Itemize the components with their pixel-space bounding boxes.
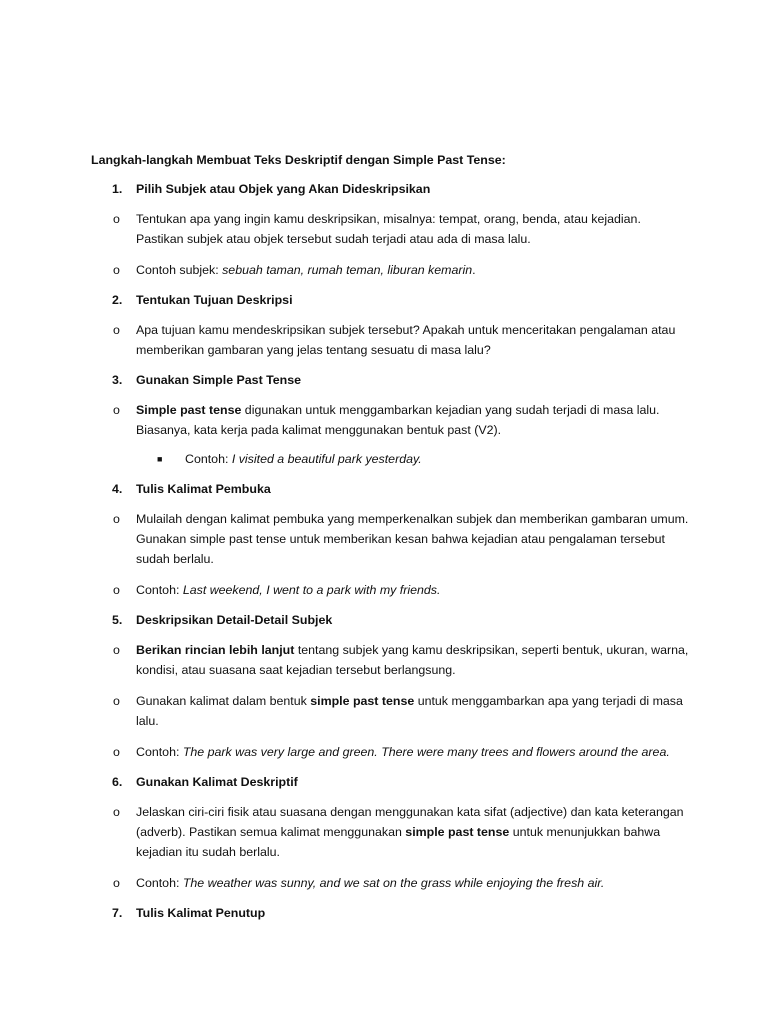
step-number: 5. xyxy=(112,613,123,627)
circle-bullet-icon: o xyxy=(113,745,120,759)
step-item xyxy=(91,480,691,498)
sub-bullet-item xyxy=(91,260,691,280)
italic-text: The park was very large and green. There were many trees and flowers around the area. xyxy=(182,745,670,759)
step-title: Gunakan Simple Past Tense xyxy=(136,373,302,387)
text-run: Contoh: xyxy=(136,583,183,597)
italic-text: sebuah taman, rumah teman, liburan kemarin xyxy=(222,263,473,277)
circle-bullet-icon: o xyxy=(113,263,120,277)
step-item xyxy=(91,291,691,309)
sub-bullet-item xyxy=(91,873,691,893)
sub-bullet-text xyxy=(136,403,659,437)
circle-bullet-icon: o xyxy=(113,403,120,417)
text-run: Jelaskan ciri-ciri fisik atau suasana dengan menggunakan kata sifat (adjective) dan kata keterangan (adverb). Pastikan semua kalimat menggunakan xyxy=(136,805,684,839)
sub-bullet-text xyxy=(136,212,641,246)
step-item xyxy=(91,773,691,791)
square-bullet-text xyxy=(185,452,422,466)
sub-bullet-text xyxy=(136,745,670,759)
italic-text: I visited a beautiful park yesterday. xyxy=(231,452,422,466)
sub-bullet-item xyxy=(91,320,691,360)
sub-bullet-item xyxy=(91,209,691,249)
circle-bullet-icon: o xyxy=(113,512,120,526)
sub-bullet-text xyxy=(136,643,688,677)
bold-text: Berikan rincian lebih lanjut xyxy=(136,643,295,657)
text-run: Tentukan apa yang ingin kamu deskripsikan, misalnya: tempat, orang, benda, atau kejadian. Pastikan subjek atau objek tersebut sudah terjadi atau ada di masa lalu. xyxy=(136,212,641,246)
circle-bullet-icon: o xyxy=(113,643,120,657)
text-run: Contoh: xyxy=(136,876,183,890)
step-title: Tulis Kalimat Pembuka xyxy=(136,482,271,496)
bold-text: Simple past tense xyxy=(136,403,242,417)
sub-bullet-text xyxy=(136,694,683,728)
bold-text: simple past tense xyxy=(405,825,510,839)
sub-bullet-item xyxy=(91,742,691,762)
sub-bullet-item xyxy=(91,580,691,600)
sub-bullet-item xyxy=(91,802,691,862)
text-run: . xyxy=(472,263,476,277)
step-title: Tentukan Tujuan Deskripsi xyxy=(136,293,293,307)
circle-bullet-icon: o xyxy=(113,323,120,337)
step-title: Tulis Kalimat Penutup xyxy=(136,906,266,920)
text-run: Contoh subjek: xyxy=(136,263,223,277)
document-title: Langkah-langkah Membuat Teks Deskriptif dengan Simple Past Tense: xyxy=(91,153,506,167)
circle-bullet-icon: o xyxy=(113,212,120,226)
text-run: Gunakan kalimat dalam bentuk xyxy=(136,694,311,708)
step-number: 2. xyxy=(112,293,123,307)
text-run: Mulailah dengan kalimat pembuka yang memperkenalkan subjek dan memberikan gambaran umum. Gunakan simple past tense untuk memberikan kesan bahwa kejadian atau pengalaman tersebut sudah berlalu. xyxy=(136,512,689,566)
step-title: Pilih Subjek atau Objek yang Akan Dideskripsikan xyxy=(136,182,431,196)
sub-bullet-item xyxy=(91,509,691,569)
text-run: tentang subjek yang kamu deskripsikan, seperti bentuk, ukuran, warna, kondisi, atau suasana saat kejadian tersebut berlangsung. xyxy=(136,643,689,677)
sub-bullet-text xyxy=(136,583,440,597)
italic-text: Last weekend, I went to a park with my friends. xyxy=(182,583,441,597)
square-bullet-icon: ■ xyxy=(157,454,163,464)
step-item xyxy=(91,904,691,922)
sub-bullet-text xyxy=(136,512,688,566)
sub-bullet-text xyxy=(136,263,476,277)
step-title: Gunakan Kalimat Deskriptif xyxy=(136,775,298,789)
sub-bullet-item xyxy=(91,691,691,731)
circle-bullet-icon: o xyxy=(113,805,120,819)
step-number: 1. xyxy=(112,182,123,196)
circle-bullet-icon: o xyxy=(113,876,120,890)
sub-bullet-text xyxy=(136,805,684,859)
circle-bullet-icon: o xyxy=(113,694,120,708)
text-run: digunakan untuk menggambarkan kejadian yang sudah terjadi di masa lalu. Biasanya, kata kerja pada kalimat menggunakan bentuk past (V2). xyxy=(136,403,660,437)
text-run: untuk menggambarkan apa yang terjadi di masa lalu. xyxy=(136,694,683,728)
bold-text: simple past tense xyxy=(310,694,415,708)
italic-text: The weather was sunny, and we sat on the grass while enjoying the fresh air. xyxy=(182,876,605,890)
text-run: Contoh: xyxy=(185,452,232,466)
circle-bullet-icon: o xyxy=(113,583,120,597)
sub-bullet-item xyxy=(91,400,691,440)
step-number: 6. xyxy=(112,775,123,789)
step-number: 4. xyxy=(112,482,123,496)
sub-bullet-text xyxy=(136,323,675,357)
sub-bullet-text xyxy=(136,876,604,890)
step-item xyxy=(91,371,691,389)
document-page xyxy=(91,151,691,922)
text-run: Apa tujuan kamu mendeskripsikan subjek tersebut? Apakah untuk menceritakan pengalaman atau memberikan gambaran yang jelas tentang sesuatu di masa lalu? xyxy=(136,323,676,357)
square-bullet-item xyxy=(91,449,691,469)
text-run: Contoh: xyxy=(136,745,183,759)
step-title: Deskripsikan Detail-Detail Subjek xyxy=(136,613,333,627)
step-number: 7. xyxy=(112,906,123,920)
step-item xyxy=(91,611,691,629)
step-number: 3. xyxy=(112,373,123,387)
sub-bullet-item xyxy=(91,640,691,680)
step-item xyxy=(91,180,691,198)
text-run: untuk menunjukkan bahwa kejadian itu sudah berlalu. xyxy=(136,825,661,859)
steps-list xyxy=(91,180,691,922)
